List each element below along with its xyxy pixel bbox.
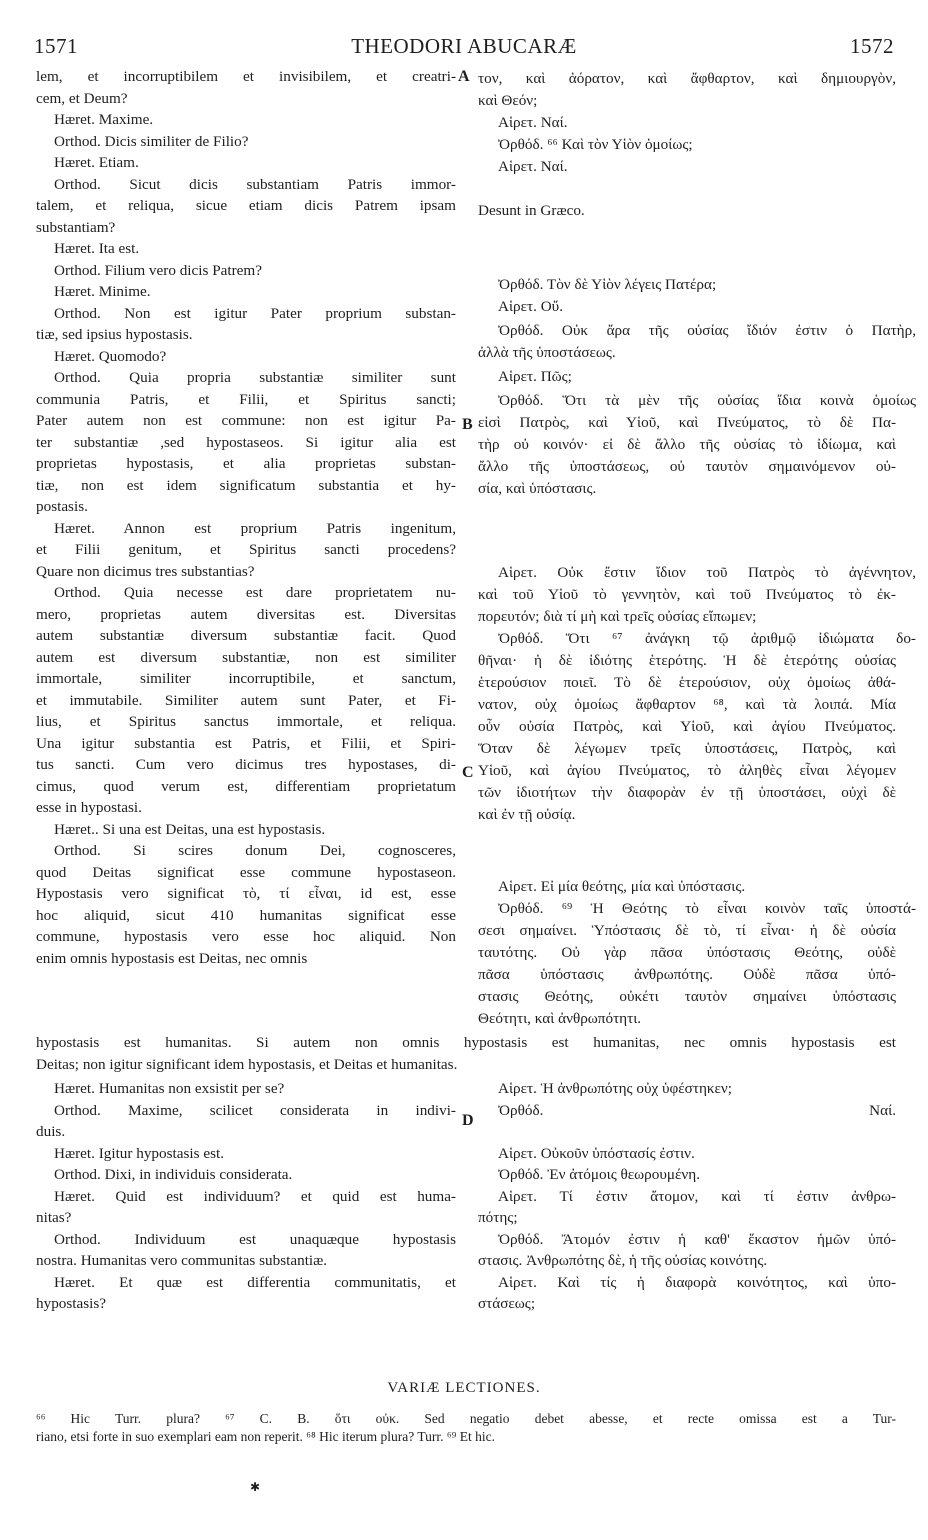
text-line: Ὀρθόδ. Ὅτι τὰ μὲν τῆς οὐσίας ἴδια κοινὰ ὁμοίως [498,392,916,409]
text-line: Αἱρετ. Τί ἐστιν ἄτομον, καὶ τί ἐστιν ἀνθρω- [498,1187,896,1205]
page-number-right: 1572 [850,34,894,58]
text-line: τὴρ οὐ κοινόν· εἰ δὲ ἄλλο τῆς οὐσίας τὸ ἰδίωμα, καὶ [478,436,896,453]
text-line: Αἱρετ. Εἰ μία θεότης, μία καὶ ὑπόστασις. [498,878,746,895]
text-line: substantiam? [36,218,116,236]
text-line: Ὅταν δὲ λέγωμεν τρεῖς ὑποστάσεις, Πατρὸς, καὶ [478,740,896,757]
text-line: et Filii genitum, et Spiritus sancti procedens? [36,541,456,558]
text-line: Ὀρθόδ. Οὐκ ἄρα τῆς οὐσίας ἴδιόν ἐστιν ὁ Πατὴρ, [498,322,916,339]
text-line: cimus, quod verum est, differentiam proprietatum [36,777,456,795]
text-line: Hæret. Igitur hypostasis est. [54,1144,224,1162]
text-line: Υἱοῦ, καὶ ἁγίου Πνεύματος, τὸ ἀληθὲς εἶναι λέγομεν [478,762,896,779]
text-line: Αἱρετ. Πῶς; [498,368,572,385]
text-line: Ὀρθόδ. Τὸν δὲ Υἱὸν λέγεις Πατέρα; [498,276,717,293]
text-line: σεσι σημαίνει. Ὑπόστασις δὲ τὸ, τί εἶναι· ἡ δὲ οὐσία [478,922,896,939]
text-line: Αἱρετ. Οὐκοῦν ὑπόστασίς ἐστιν. [498,1144,695,1162]
text-line: nostra. Humanitas vero communitas substantiæ. [36,1252,328,1269]
variae-lectiones-title: VARIÆ LECTIONES. [387,1380,541,1396]
text-line: postasis. [36,498,88,515]
text-line: καὶ Θεόν; [478,92,538,109]
text-line: Hæret. Quomodo? [54,347,167,365]
text-line: tus sancti. Cum vero dicimus tres hypostases, di- [36,756,456,773]
margin-marker-b: B [462,416,473,433]
note-line: ⁶⁶ Hic Turr. plura? ⁶⁷ C. B. ὅτι οὐκ. Sed negatio debet abesse, et recte omissa est a Tur- [36,1411,896,1426]
text-line: Hæret. Etiam. [54,154,139,171]
variae-lectiones-notes [36,1410,896,1446]
text-line: Desunt in Græco. [478,202,585,219]
text-line: Ὀρθόδ. ⁶⁶ Καὶ τὸν Υἱὸν ὁμοίως; [498,136,693,153]
text-line: autem est diversum substantiæ, non est similiter [36,648,456,666]
text-line: cem, et Deum? [36,89,128,107]
text-line: Orthod. Dixi, in individuis considerata. [54,1166,293,1183]
text-line: hoc aliquid, sicut 410 humanitas significat esse [36,906,456,924]
text-line: καὶ ἐν τῇ οὐσίᾳ. [478,806,576,823]
text-line: nitas? [36,1209,72,1226]
text-line: Orthod. Sicut dicis substantiam Patris immor- [54,175,456,193]
text-line: Pater autem non est commune: non est igitur Pa- [36,412,456,429]
text-line: καὶ τοῦ Υἱοῦ τὸ γεννητὸν, καὶ τοῦ Πνεύματος τὸ ἐκ- [478,586,896,603]
text-line: Αἱρετ. Ναί. [498,114,568,131]
text-line: mero, proprietas autem diversitas est. Diversitas [36,605,456,623]
text-line: lem, et incorruptibilem et invisibilem, et creatri- [36,68,456,85]
text-line: Ὀρθόδ. Ἐν ἀτόμοις θεωρουμένη. [498,1166,700,1183]
text-line: Ὀρθόδ. ⁶⁹ Ἡ Θεότης τὸ εἶναι κοινὸν ταῖς ὑποστά- [498,900,916,917]
running-title: THEODORI ABUCARÆ [351,34,577,58]
text-line: Quare non dicimus tres substantias? [36,562,255,580]
text-line: πᾶσα ὑπόστασις ἀνθρωπότης. Οὐδὲ πᾶσα ὑπό- [478,966,896,983]
text-line: hypostasis est humanitas. Si autem non omnis hypostasis est humanitas, nec omnis hypostasis est [36,1034,896,1051]
text-line: Ὀρθόδ. Ἄτομόν ἐστιν ἡ καθ' ἕκαστον ἡμῶν ὑπό- [498,1230,896,1248]
page-header [34,34,894,64]
text-line: θῆναι· ἡ δὲ ἰδιότης ἑτερότης. Ἡ δὲ ἑτερότης οὐσίας [478,652,896,669]
text-line: lius, et Spiritus sanctus immortale, et reliqua. [36,713,456,730]
text-line: hypostasis? [36,1295,107,1312]
margin-marker-c: C [462,764,474,781]
text-line: Αἱρετ. Ἡ ἀνθρωπότης οὐχ ὑφέστηκεν; [498,1080,733,1097]
text-line: Αἱρετ. Οὔ. [498,298,563,315]
text-line: στασις Θεότης, οὐκέτι ταυτὸν σημαίνει ὑπόστασις [478,988,896,1005]
text-line: τον, καὶ ἀόρατον, καὶ ἄφθαρτον, καὶ δημιουργὸν, [478,70,896,87]
text-line: Hæret. Quid est individuum? et quid est huma- [54,1187,456,1205]
text-line: tiæ, non est idem significatum substantia et hy- [36,476,456,494]
text-line: Hæret.. Si una est Deitas, una est hypostasis. [54,820,326,838]
text-line: talem, et reliqua, sicue etiam dicis Patrem ipsam [36,197,456,214]
text-line: ταυτότης. Οὐ γὰρ πᾶσα ὑπόστασις Θεότης, οὐδὲ [478,944,896,961]
text-line: οὖν οὐσία Πατρὸς, καὶ Υἱοῦ, καὶ ἁγίου Πνεύματος. [478,718,896,735]
text-line: communia Patris, et Filii, et Spiritus sancti; [36,390,456,408]
text-line: enim omnis hypostasis est Deitas, nec omnis [36,949,308,967]
text-line: Orthod. Individuum est unaquæque hypostasis [54,1230,456,1248]
text-line: autem substantiæ diversum substantiæ facit. Quod [36,627,456,644]
text-line: ἄλλο τῆς ὑποστάσεως, οὐ ταυτὸν σημαινόμενον οὐ- [478,458,896,475]
text-line: Orthod. Non est igitur Pater proprium substan- [54,304,456,322]
text-line: Hæret. Ita est. [54,240,140,257]
text-line: ἀλλὰ τῆς ὑποστάσεως. [478,344,616,361]
text-line: Orthod. Quia propria substantiæ similiter sunt [54,369,456,386]
text-line: proprietas hypostasis, et alia proprietas substan- [36,455,456,472]
text-line: Ὀρθόδ. Ναί. [498,1101,896,1119]
text-line: Orthod. Maxime, scilicet considerata in indivi- [54,1101,456,1119]
page-number-left: 1571 [34,34,78,58]
text-line: Αἱρετ. Ναί. [498,158,568,175]
text-line: Orthod. Filium vero dicis Patrem? [54,261,262,279]
text-line: σία, καὶ ὑπόστασις. [478,480,597,497]
latin-column-bottom [36,1078,456,1315]
text-line: πορευτόν; διὰ τί μὴ καὶ τρεῖς οὐσίας εἴπωμεν; [478,608,757,625]
text-line: ter substantiæ ,sed hypostaseos. Si igitur alia est [36,433,456,451]
full-width-text [36,1032,896,1075]
text-line: νατον, οὐχ ὁμοίως ἄφθαρτον ⁶⁸, καὶ τὰ λοιπά. Μία [478,696,896,713]
text-line: εἰσὶ Πατρὸς, καὶ Υἱοῦ, καὶ Πνεύματος, τὸ δὲ Πα- [478,414,896,431]
ornament-dot: ✱ [250,1480,261,1494]
text-line: duis. [36,1123,66,1140]
text-line: tiæ, sed ipsius hypostasis. [36,326,193,343]
text-line: ἑτερούσιον ποιεῖ. Τὸ δὲ ἑτερούσιον, οὐχ ὁμοίως ἀθά- [478,674,896,691]
text-line: Αἱρετ. Οὐκ ἔστιν ἴδιον τοῦ Πατρὸς τὸ ἀγέννητον, [498,564,916,581]
text-line: commune, hypostasis vero esse hoc aliquid. Non [36,928,456,945]
text-line: στασις. Ἀνθρωπότης δὲ, ἡ τῆς οὐσίας κοινότης. [478,1252,768,1269]
text-line: Orthod. Quia necesse est dare proprietatem nu- [54,584,456,601]
text-line: πότης; [478,1209,518,1226]
text-line: Orthod. Dicis similiter de Filio? [54,132,249,150]
text-line: Hæret. Et quæ est differentia communitatis, et [54,1273,456,1291]
text-line: στάσεως; [478,1295,536,1312]
margin-marker-a: A [458,68,470,85]
text-line: immortale, similiter incorruptibile, et sanctum, [36,670,456,687]
text-line: Hæret. Humanitas non exsistit per se? [54,1080,285,1097]
text-line: τῶν ἰδιοτήτων τὴν διαφορὰν ἐν τῇ ὑποστάσει, οὐχὶ δὲ [478,784,896,801]
text-line: Hæret. Maxime. [54,111,154,128]
greek-column-bottom [478,1078,896,1315]
text-line: quod Deitas significat esse commune hypostaseon. [36,863,456,881]
text-line: et immutabile. Similiter autem sunt Pater, et Fi- [36,691,456,709]
text-line: Ὀρθόδ. Ὅτι ⁶⁷ ἀνάγκη τῷ ἀριθμῷ ἰδιώματα δο- [498,630,916,647]
text-line: Deitas; non igitur significant idem hypostasis, et Deitas et humanitas. [36,1055,458,1073]
text-line: Αἱρετ. Καὶ τίς ἡ διαφορὰ κοινότητος, καὶ ὑπο- [498,1273,896,1291]
text-line: Orthod. Si scires donum Dei, cognosceres, [54,842,456,859]
text-line: Hæret. Annon est proprium Patris ingenitum, [54,519,456,537]
note-line: riano, etsi forte in suo exemplari eam non reperit. ⁶⁸ Hic iterum plura? Turr. ⁶⁹ Et hic. [36,1429,495,1444]
text-line: Hypostasis vero significat τὸ, τί εἶναι, id est, esse [36,885,456,902]
text-line: esse in hypostasi. [36,799,142,816]
text-line: Una igitur substantia est Patris, et Filii, et Spiri- [36,734,456,752]
margin-marker-d: D [462,1112,474,1129]
text-line: Hæret. Minime. [54,283,151,300]
text-line: Θεότητι, καὶ ἀνθρωπότητι. [478,1010,642,1027]
latin-column-top [36,66,456,969]
text-line [478,1121,896,1143]
